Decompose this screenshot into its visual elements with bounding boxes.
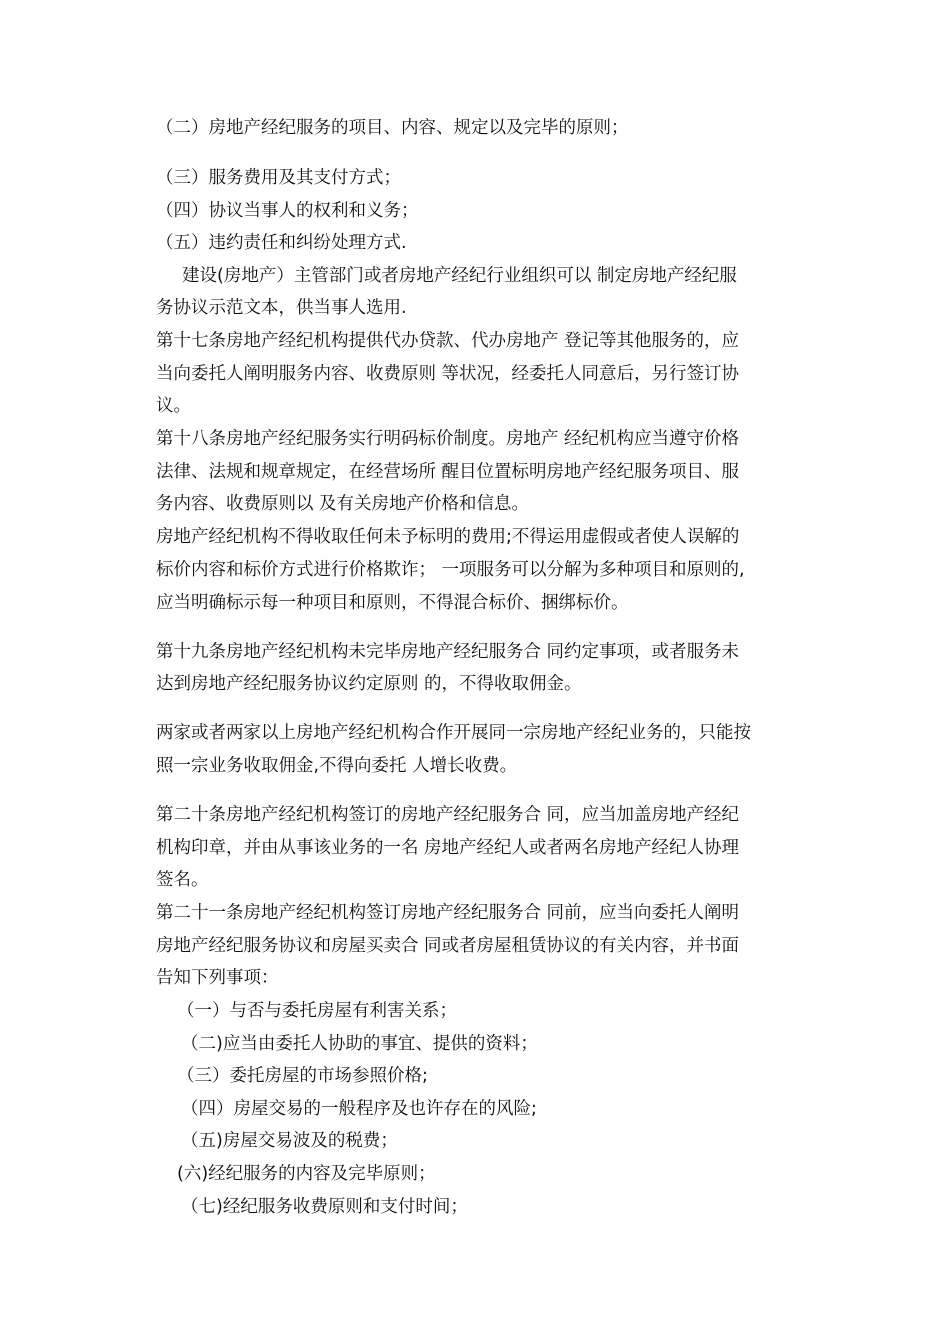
text-line: 两家或者两家以上房地产经纪机构合作开展同一宗房地产经纪业务的，只能按: [156, 723, 751, 743]
text-line: （三）服务费用及其支付方式；: [156, 168, 401, 188]
text-line: 签名。: [156, 870, 209, 890]
text-line: （二）房地产经纪服务的项目、内容、规定以及完毕的原则；: [156, 118, 629, 138]
text-line: 第十八条房地产经纪服务实行明码标价制度。房地产 经纪机构应当遵守价格: [156, 429, 740, 449]
text-line: （一）与否与委托房屋有利害关系；: [177, 1001, 457, 1021]
text-line: （五)房屋交易波及的税费；: [181, 1131, 398, 1151]
text-line: （四）房屋交易的一般程序及也许存在的风险;: [181, 1099, 537, 1119]
text-line: 应当明确标示每一种项目和原则，不得混合标价、捆绑标价。: [156, 593, 629, 613]
text-line: 法律、法规和规章规定，在经营场所 醒目位置标明房地产经纪服务项目、服: [156, 462, 740, 482]
text-line: 议。: [156, 396, 191, 416]
text-line: 第二十条房地产经纪机构签订的房地产经纪服务合 同，应当加盖房地产经纪: [156, 805, 740, 825]
text-line: 第二十一条房地产经纪机构签订房地产经纪服务合 同前，应当向委托人阐明: [156, 903, 740, 923]
text-line: （三）委托房屋的市场参照价格;: [177, 1066, 428, 1086]
text-line: 第十七条房地产经纪机构提供代办贷款、代办房地产 登记等其他服务的，应: [156, 331, 740, 351]
text-line: 标价内容和标价方式进行价格欺诈； 一项服务可以分解为多种项目和原则的,: [156, 560, 745, 580]
text-line: 告知下列事项：: [156, 968, 279, 988]
text-line: 务内容、收费原则以 及有关房地产价格和信息。: [156, 494, 530, 514]
text-line: 房地产经纪服务协议和房屋买卖合 同或者房屋租赁协议的有关内容，并书面: [156, 936, 740, 956]
text-line: （七)经纪服务收费原则和支付时间；: [181, 1197, 468, 1217]
text-line: 第十九条房地产经纪机构未完毕房地产经纪服务合 同约定事项，或者服务未: [156, 642, 740, 662]
text-line: 达到房地产经纪服务协议约定原则 的，不得收取佣金。: [156, 674, 582, 694]
text-line: (六)经纪服务的内容及完毕原则；: [177, 1164, 436, 1184]
text-line: 机构印章，并由从事该业务的一名 房地产经纪人或者两名房地产经纪人协理: [156, 838, 740, 858]
text-line: 建设(房地产）主管部门或者房地产经纪行业组织可以 制定房地产经纪服: [182, 266, 737, 286]
text-line: （五）违约责任和纠纷处理方式.: [156, 233, 407, 253]
text-line: （二)应当由委托人协助的事宜、提供的资料；: [181, 1034, 538, 1054]
text-line: 照一宗业务收取佣金,不得向委托 人增长收费。: [156, 756, 518, 776]
text-line: （四）协议当事人的权利和义务；: [156, 201, 419, 221]
text-line: 务协议示范文本，供当事人选用.: [156, 298, 407, 318]
text-line: 房地产经纪机构不得收取任何未予标明的费用;不得运用虚假或者使人误解的: [156, 527, 740, 547]
text-line: 当向委托人阐明服务内容、收费原则 等状况，经委托人同意后，另行签订协: [156, 364, 740, 384]
